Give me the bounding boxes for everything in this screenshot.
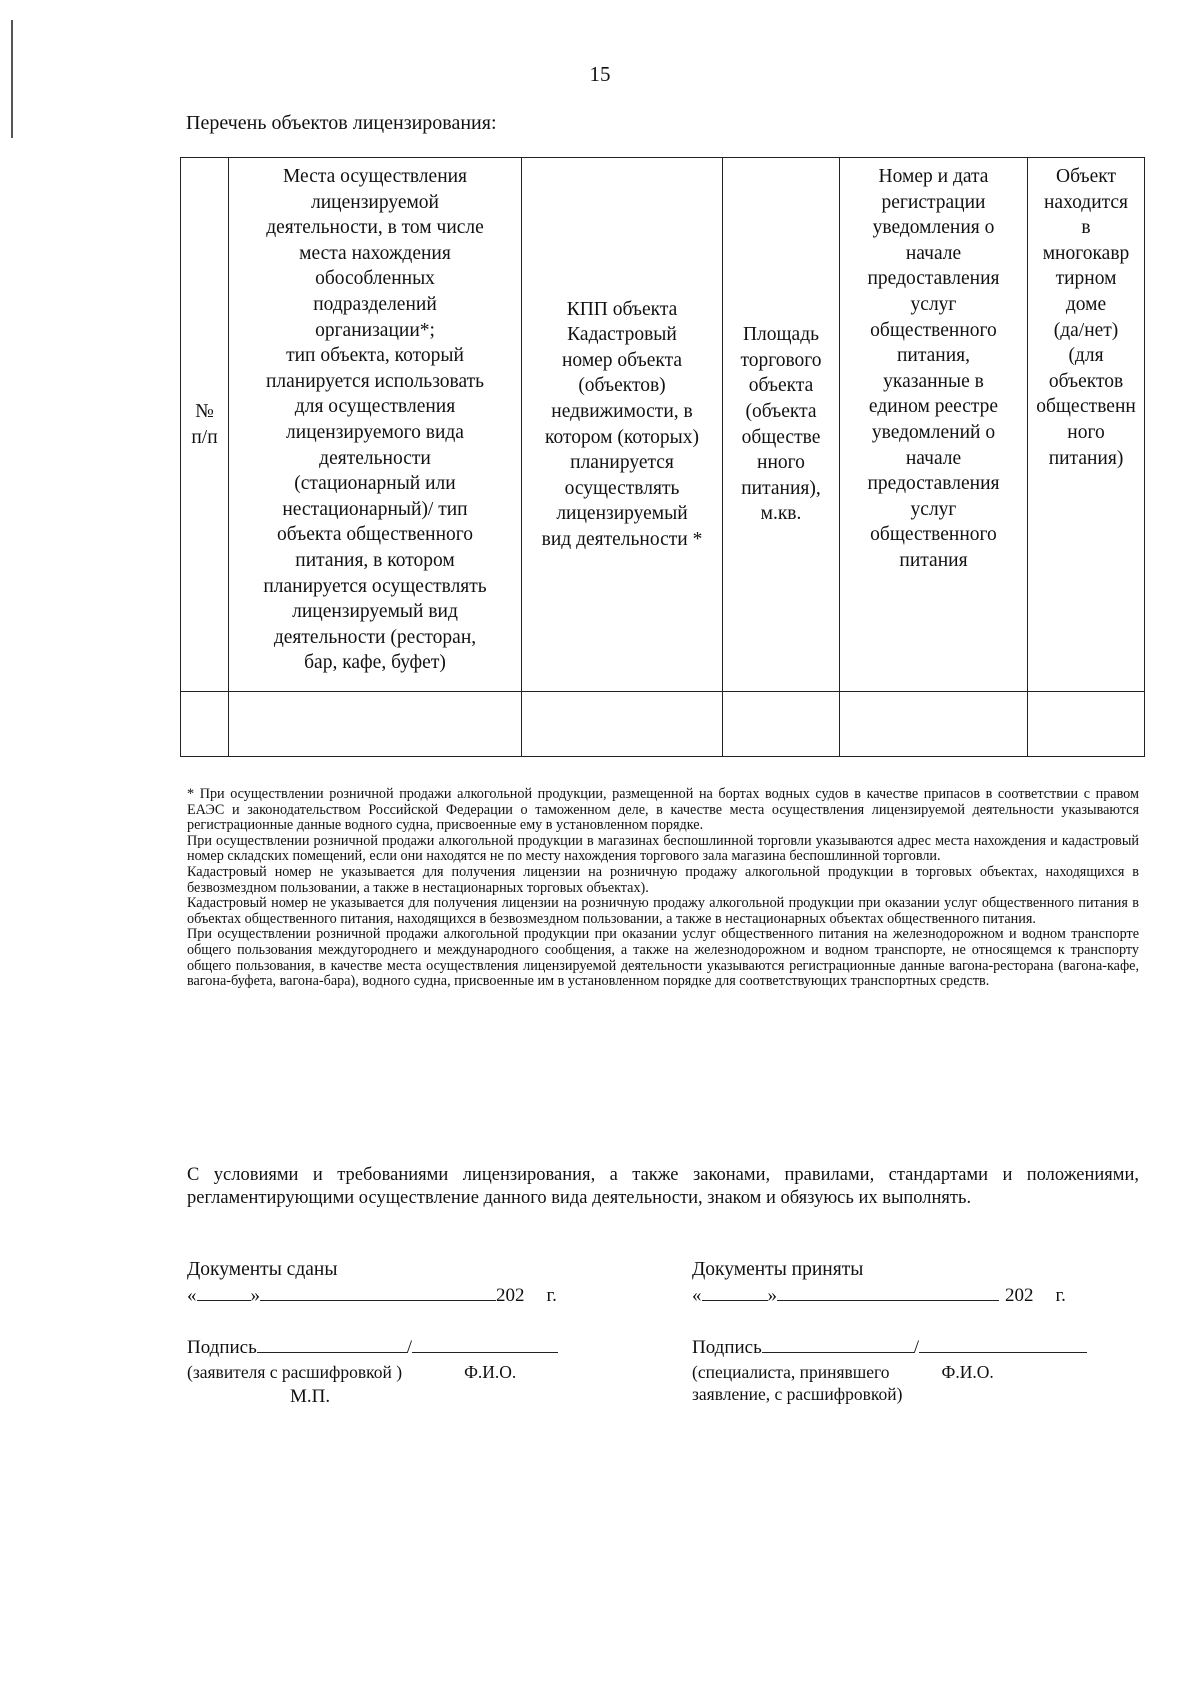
year-prefix: 202 — [1005, 1285, 1034, 1306]
footnote-paragraph: При осуществлении розничной продажи алкогольной продукции в магазинах беспошлинной торговли указываются адрес места нахождения и кадастровый номер складских помещений, если они находятся не по месту нахождения торгового зала магазина беспошлинной торговли. — [187, 832, 1139, 865]
submitted-caption — [187, 1361, 558, 1383]
caption-signer: (специалиста, принявшего — [692, 1362, 890, 1382]
month-field[interactable] — [260, 1282, 496, 1301]
accepted-signature-line — [692, 1334, 1087, 1361]
day-field[interactable] — [197, 1282, 251, 1301]
year-prefix: 202 — [496, 1285, 525, 1306]
table-cell[interactable] — [840, 692, 1028, 757]
page-heading: Перечень объектов лицензирования: — [186, 112, 497, 134]
quote-close: » — [250, 1285, 260, 1306]
submitted-date-line — [187, 1282, 558, 1310]
signature-label: Подпись — [692, 1337, 762, 1358]
footnote-paragraph: Кадастровый номер не указывается для получения лицензии на розничную продажу алкогольной продукции в торговых объектах, находящихся в безвозмездном пользовании, а также в нестационарных торговых объектах). — [187, 863, 1139, 896]
header-cell-area: Площадь торгового объекта (объекта обществе нного питания), м.кв. — [723, 158, 840, 692]
table-cell[interactable] — [723, 692, 840, 757]
year-suffix: г. — [546, 1285, 557, 1306]
quote-open: « — [692, 1285, 702, 1306]
licensing-objects-table — [180, 157, 1145, 757]
day-field[interactable] — [702, 1282, 768, 1301]
header-cell-kpp-cadastral: КПП объекта Кадастровый номер объекта (объектов) недвижимости, в котором (которых) планируется осуществлять лицензируемый вид деятельности * — [522, 158, 723, 692]
table-cell[interactable] — [229, 692, 522, 757]
table-header-row — [181, 158, 1145, 692]
header-cell-apartment-building: Объект находится в многокавр тирном доме (да/нет) (для объектов общественн ного питания) — [1028, 158, 1145, 692]
agreement-statement: С условиями и требованиями лицензирования, а также законами, правилами, стандартами и положениями, регламентирующими осуществление данного вида деятельности, знаком и обязуюсь их выполнять. — [187, 1165, 1139, 1208]
header-cell-number: № п/п — [181, 158, 229, 692]
submitted-title: Документы сданы — [187, 1259, 338, 1280]
table-cell[interactable] — [181, 692, 229, 757]
quote-close: » — [767, 1285, 777, 1306]
caption-fio: Ф.И.О. — [941, 1362, 994, 1382]
footnote-paragraph: При осуществлении розничной продажи алкогольной продукции при оказании услуг общественного питания на железнодорожном и водном транспорте общего пользования междугороднего и международного сообщения, а также на железнодорожном и водном транспорте, не относящемся к транспорту общего пользования, в качестве места осуществления лицензируемой деятельности указываются регистрационные данные вагона-ресторана (вагона-кафе, вагона-буфета, вагона-бара), водного судна, присвоенные им в установленном порядке для соответствующих транспортных средств. — [187, 926, 1139, 990]
signature-label: Подпись — [187, 1337, 257, 1358]
name-field[interactable] — [412, 1334, 558, 1353]
name-field[interactable] — [919, 1334, 1087, 1353]
signature-field[interactable] — [257, 1334, 407, 1353]
table-cell[interactable] — [522, 692, 723, 757]
table-cell[interactable] — [1028, 692, 1145, 757]
header-cell-location: Места осуществления лицензируемой деятельности, в том числе места нахождения обособленных подразделений организации*; тип объекта, который планируется использовать для осуществления лицензируемого вида деятельности (стационарный или нестационарный)/ тип объекта общественного питания, в котором планируется осуществлять лицензируемый вид деятельности (ресторан, бар, кафе, буфет) — [229, 158, 522, 692]
signature-slash: / — [913, 1337, 920, 1358]
footnote-paragraph: Кадастровый номер не указывается для получения лицензии на розничную продажу алкогольной продукции при оказании услуг общественного питания в объектах общественного питания, находящихся в безвозмездном пользовании, а также в нестационарных объектах общественного питания. — [187, 895, 1139, 927]
submitted-signature-line — [187, 1334, 558, 1361]
footnote-paragraph: * При осуществлении розничной продажи алкогольной продукции, размещенной на бортах водных судов в качестве припасов в соответствии с правом ЕАЭС и законодательством Российской Федерации о таможенном деле, в качестве места осуществления лицензируемой деятельности указываются регистрационные данные водного судна, присвоенные ему в установленном порядке. — [187, 786, 1139, 834]
stamp-label: М.П. — [290, 1386, 331, 1407]
signature-slash: / — [406, 1337, 413, 1358]
accepted-title: Документы приняты — [692, 1259, 864, 1280]
caption-signer: (заявителя с расшифровкой ) — [187, 1362, 403, 1382]
page-number: 15 — [589, 62, 611, 86]
signature-field[interactable] — [762, 1334, 914, 1353]
quote-open: « — [187, 1285, 197, 1306]
accepted-date-line — [692, 1282, 1087, 1310]
header-cell-notification: Номер и дата регистрации уведомления о начале предоставления услуг общественного питания, указанные в едином реестре уведомлений о начале предоставления услуг общественного питания — [840, 158, 1028, 692]
footnotes — [187, 787, 1139, 990]
table-row — [181, 692, 1145, 757]
year-suffix: г. — [1055, 1285, 1066, 1306]
caption-fio: Ф.И.О. — [464, 1362, 517, 1382]
submitted-block — [187, 1258, 558, 1383]
accepted-caption-2: заявление, с расшифровкой) — [692, 1384, 903, 1404]
month-field[interactable] — [777, 1282, 999, 1301]
accepted-caption — [692, 1361, 1087, 1383]
accepted-block — [692, 1258, 1087, 1405]
